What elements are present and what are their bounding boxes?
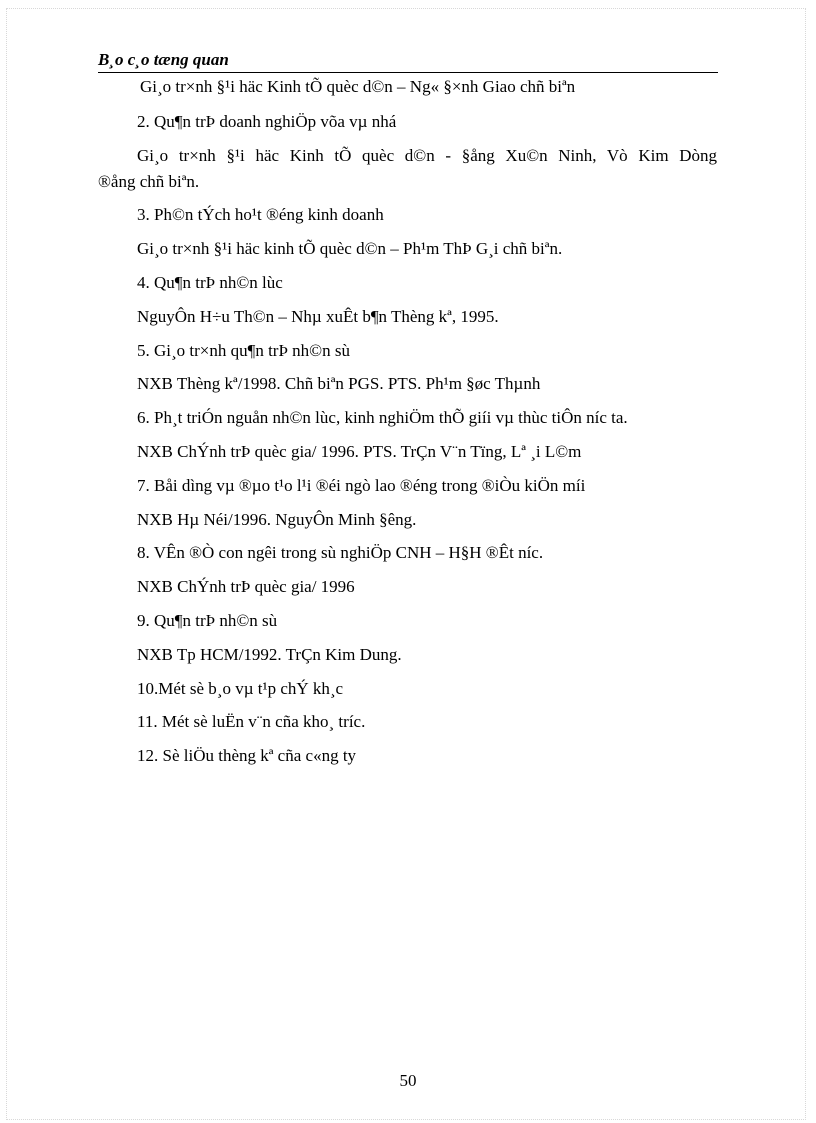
reference-line: NXB ChÝnh trÞ quèc gia/ 1996. PTS. TrÇn V¨n Tïng, Lª ¸i L©m <box>137 442 582 461</box>
reference-line: 9. Qu¶n trÞ nh©n sù <box>137 611 278 630</box>
reference-line: ®ång chñ biªn. <box>98 172 200 191</box>
reference-line: NXB ChÝnh trÞ quèc gia/ 1996 <box>137 577 355 596</box>
reference-line: 8. VÊn ®Ò con ngêi trong sù nghiÖp CNH – H§H ®Êt níc. <box>137 543 544 562</box>
reference-line: NXB Tp HCM/1992. TrÇn Kim Dung. <box>137 645 402 664</box>
reference-line: 2. Qu¶n trÞ doanh nghiÖp võa vµ nhá <box>137 112 397 131</box>
reference-line: 10.Mét sè b¸o vµ t¹p chÝ kh¸c <box>137 679 344 698</box>
reference-line: 4. Qu¶n trÞ nh©n lùc <box>137 273 283 292</box>
reference-line: 11. Mét sè luËn v¨n cña kho¸ tríc. <box>137 712 366 731</box>
reference-line: Gi¸o tr×nh §¹i häc kinh tÕ quèc d©n – Ph¹m ThÞ G¸i chñ biªn. <box>137 239 563 258</box>
reference-line: Gi¸o tr×nh §¹i häc Kinh tÕ quèc d©n – Ng« §×nh Giao chñ biªn <box>140 77 576 96</box>
header-title: B¸o c¸o tæng quan <box>98 50 229 69</box>
reference-line: 5. Gi¸o tr×nh qu¶n trÞ nh©n sù <box>137 341 350 360</box>
page-number: 50 <box>399 1071 417 1090</box>
reference-line: 7. Båi dìng vµ ®µo t¹o l¹i ®éi ngò lao ®éng trong ®iÒu kiÖn míi <box>137 476 586 495</box>
reference-line: NXB Hµ Néi/1996. NguyÔn Minh §êng. <box>137 510 417 529</box>
reference-line: 12. Sè liÖu thèng kª cña c«ng ty <box>137 746 357 765</box>
reference-line: NXB Thèng kª/1998. Chñ biªn PGS. PTS. Ph¹m §øc Thµnh <box>137 374 541 393</box>
reference-line: Gi¸o tr×nh §¹i häc Kinh tÕ quèc d©n - §ång Xu©n Ninh, Vò Kim Dòng <box>137 146 717 165</box>
reference-line: NguyÔn H÷u Th©n – Nhµ xuÊt b¶n Thèng kª, 1995. <box>137 307 499 326</box>
reference-line: 6. Ph¸t triÓn nguån nh©n lùc, kinh nghiÖm thÕ giíi vµ thùc tiÔn níc ta. <box>137 408 628 427</box>
page-header <box>98 50 718 73</box>
reference-line: 3. Ph©n tÝch ho¹t ®éng kinh doanh <box>137 205 384 224</box>
